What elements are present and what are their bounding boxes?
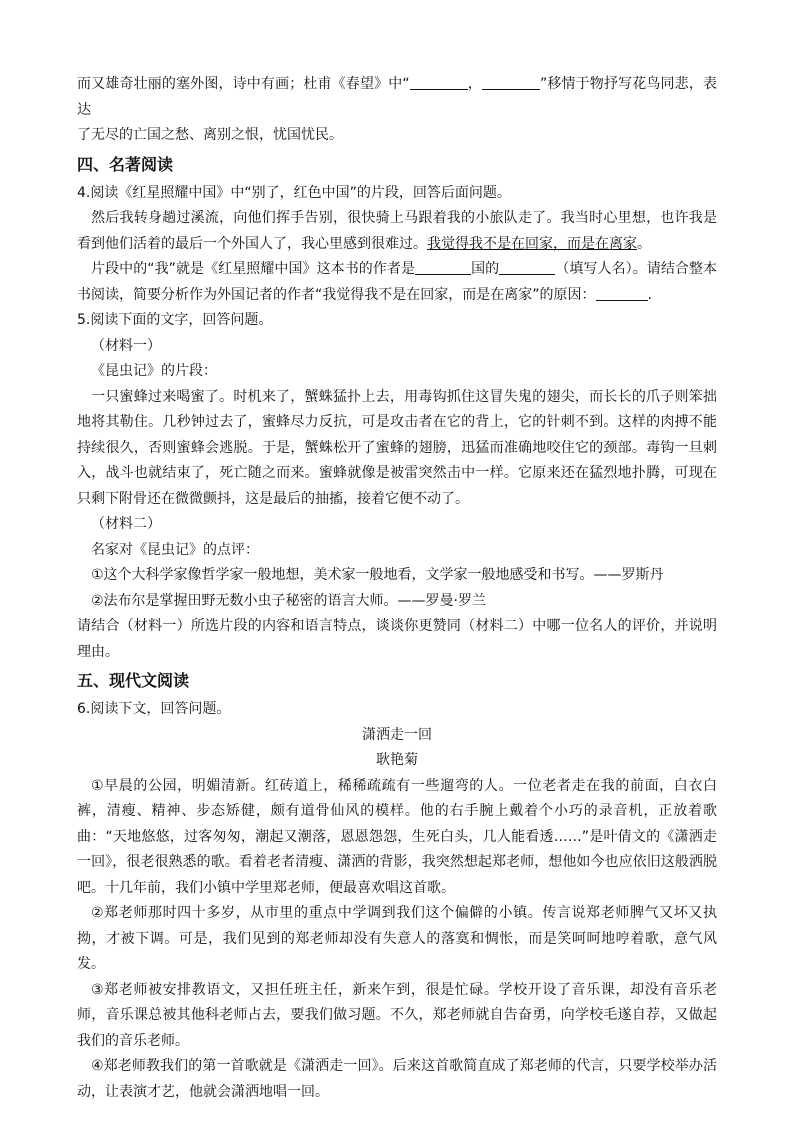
answer-blank-reason[interactable] [596,286,648,301]
answer-blank[interactable] [482,75,540,90]
material-2-label: （材料二） [91,516,161,532]
article-author: 耿艳菊 [376,752,418,768]
comment-2: ②法布尔是掌握田野无数小虫子秘密的语言大师。——罗曼·罗兰 [91,592,486,609]
question-4-prompt [77,257,717,308]
answer-blank-country[interactable] [415,260,471,275]
poem-tail-separator: ， [467,76,482,92]
poem-tail-line2: 了无尽的亡国之愁、离别之恨，忧国忧民。 [77,127,343,143]
poem-tail-text-b: ”移情于物抒写花鸟同悲，表达 [77,76,717,118]
answer-blank-name[interactable] [499,260,555,275]
material-1-source: 《昆虫记》的片段： [91,363,217,379]
article-paragraph-3: ③郑老师被安排教语文，又担任班主任，新来乍到，很是忙碌。学校开设了音乐课，却没有音乐老师，音乐课总被其他科老师占去，要我们做习题。不久，郑老师就自告奋勇，向学校毛遂自荐，又做起我们的音乐老师。 [77,981,717,1049]
question-4-passage [77,206,717,257]
material-1-passage: 一只蜜蜂过来喝蜜了。时机来了，蟹蛛猛扑上去，用毒钩抓住这冒失鬼的翅尖，而长长的爪子则笨拙地将其勒住。几秒钟过去了，蜜蜂尽力反抗，可是攻击者在它的背上，它的针刺不到。这样的肉搏不能持续很久，否则蜜蜂会逃脱。于是，蟹蛛松开了蜜蜂的翅膀，迅猛而准确地咬住它的颈部。毒钩一旦刺入，战斗也就结束了，死亡随之而来。蜜蜂就像是被雷突然击中一样。它原来还在猛烈地扑腾，可现在只剩下附骨还在微微颤抖，这是最后的抽搐，接着它便不动了。 [77,388,717,507]
article-paragraph-1: ①早晨的公园，明媚清新。红砖道上，稀稀疏疏有一些遛弯的人。一位老者走在我的前面，白衣白裤，清瘦、精神、步态矫健，颇有道骨仙风的模样。他的右手腕上戴着个小巧的录音机，正放着歌曲：“天地悠悠，过客匆匆，潮起又潮落，恩恩怨怨，生死白头，几人能看透……”是叶倩文的《潇洒走一回》，很老很熟悉的歌。看着老者清瘦、潇洒的背影，我突然想起郑老师，想他如今也应依旧这般洒脱吧。十几年前，我们小镇中学里郑老师，便最喜欢唱这首歌。 [77,777,717,896]
article-paragraph-2: ②郑老师那时四十多岁，从市里的重点中学调到我们这个偏僻的小镇。传言说郑老师脾气又坏又执拗，才被下调。可是，我们见到的郑老师却没有失意人的落寞和惆怅，而是笑呵呵地哼着歌，意气风发。 [77,905,717,972]
poem-tail-line1 [77,72,717,123]
passage-text: 然后我转身趟过溪流，向他们挥手告别，很快骑上马跟着我的小旅队走了。我当时心里想，也许我是看到他们活着的最后一个外国人了，我心里感到很难过。 [77,210,717,252]
document-page [77,72,717,1105]
section-heading-4: 四、名著阅读 [77,154,174,174]
question-5-prompt: 请结合（材料一）所选片段的内容和语言特点，谈谈你更赞同（材料二）中哪一位名人的评价，并说明理由。 [77,618,717,660]
question-end: . [647,286,652,303]
passage-end: 。 [637,235,651,252]
section-heading-5: 五、现代文阅读 [77,671,190,690]
underlined-sentence: 我觉得我不是在回家，而是在离家 [427,235,637,252]
question-text-c: （填写人名）。请结合整本书阅读，简要分析作为外国记者的作者“我觉得我不是在回家，而是在离家”的原因： [77,261,718,303]
material-1-label: （材料一） [91,337,161,354]
question-text-b: 国的 [471,261,500,277]
material-2-intro: 名家对《昆虫记》的点评： [91,541,259,558]
question-5-title: 5.阅读下面的文字，回答问题。 [77,312,273,328]
question-6-title: 6.阅读下文，回答问题。 [77,701,231,717]
article-title: 潇洒走一回 [362,726,432,743]
comment-1: ①这个大科学家像哲学家一般地想，美术家一般地看，文学家一般地感受和书写。——罗斯丹 [91,567,664,583]
question-text-a: 片段中的“我”就是《红星照耀中国》这本书的作者是 [91,261,416,277]
question-4-title: 4.阅读《红星照耀中国》中“别了，红色中国”的片段，回答后面问题。 [77,184,511,201]
answer-blank[interactable] [410,75,468,90]
poem-tail-text-a: 而又雄奇壮丽的塞外图，诗中有画；杜甫《春望》中“ [77,76,410,92]
article-paragraph-4: ④郑老师教我们的第一首歌就是《潇洒走一回》。后来这首歌简直成了郑老师的代言，只要学校举办活动，让表演才艺，他就会潇洒地唱一回。 [77,1058,717,1100]
